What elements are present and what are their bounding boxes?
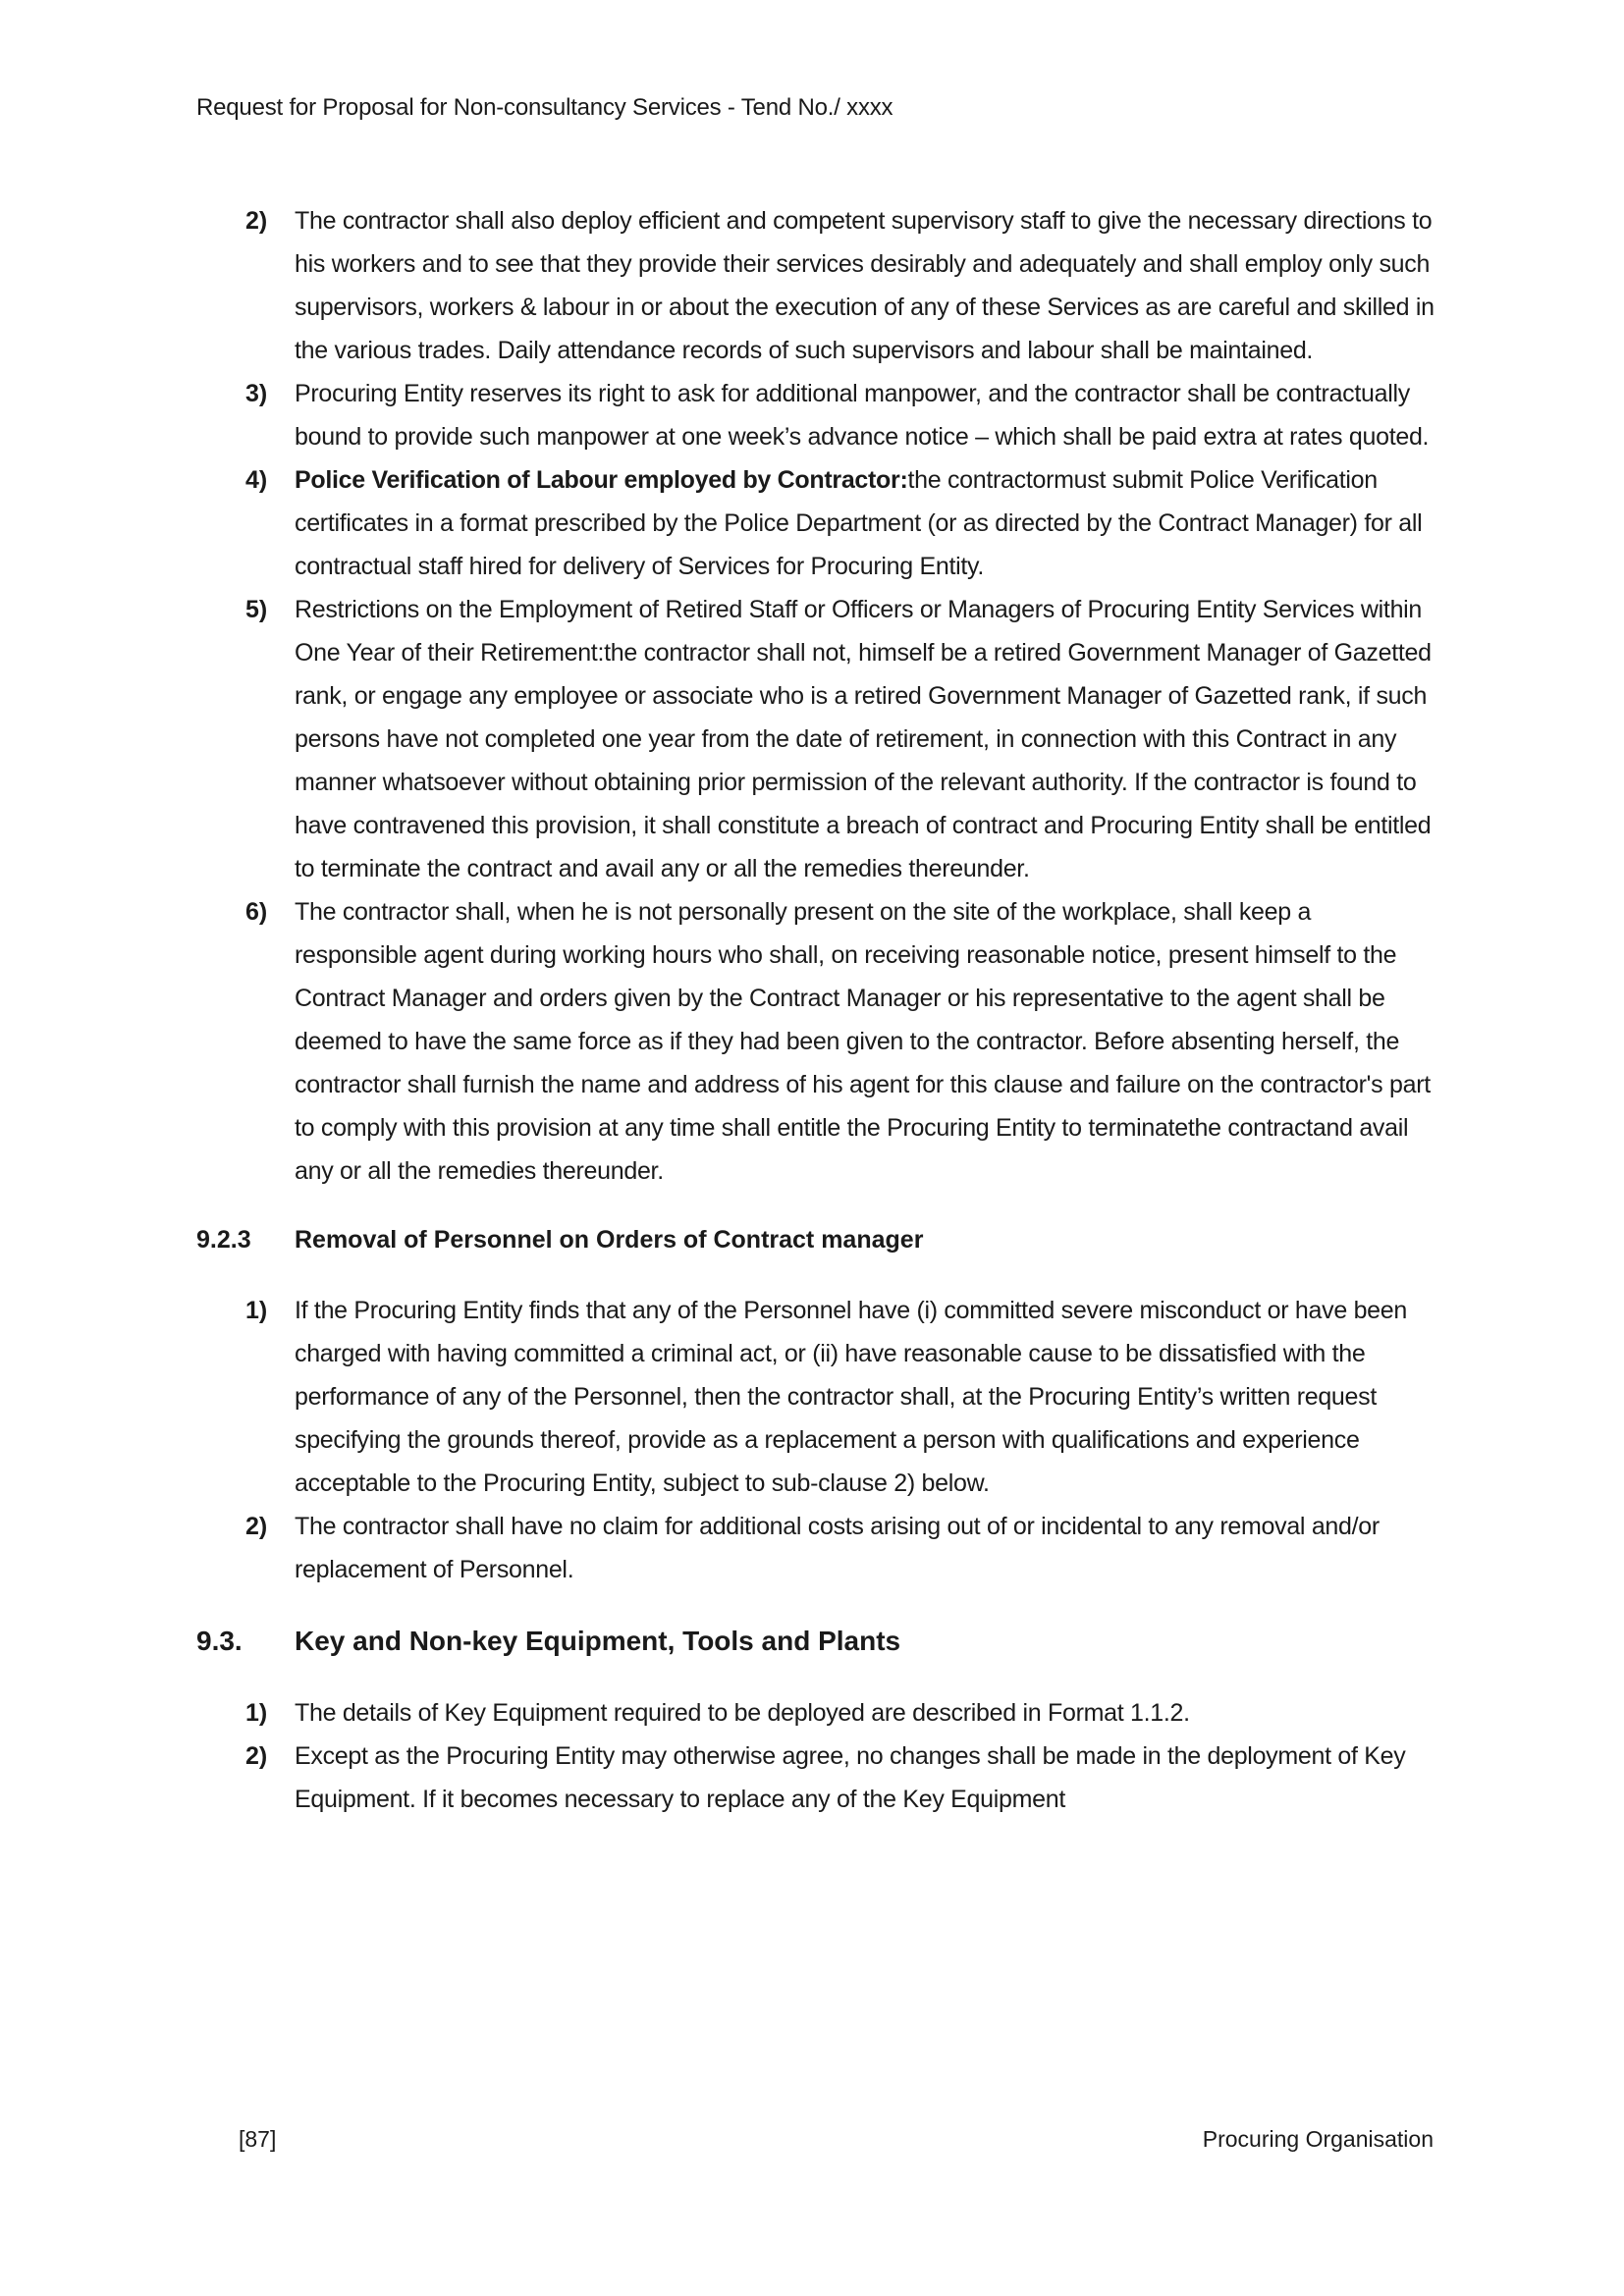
document-body bbox=[196, 199, 1435, 1821]
footer-organisation: Procuring Organisation bbox=[1202, 2126, 1434, 2152]
clause-number: 2) bbox=[245, 1742, 268, 1770]
section-heading-9-3 bbox=[196, 1617, 1435, 1666]
clause-body-text: The details of Key Equipment required to be deployed are described in Format 1.1.2. bbox=[295, 1699, 1190, 1727]
clause-number: 6) bbox=[245, 898, 268, 926]
clause-item-5 bbox=[196, 588, 1435, 890]
clause-text bbox=[295, 1735, 1435, 1821]
section-number: 9.3. bbox=[196, 1626, 243, 1656]
clause-text bbox=[295, 199, 1435, 372]
section-title: Removal of Personnel on Orders of Contract manager bbox=[295, 1226, 924, 1254]
clause-text bbox=[295, 588, 1435, 890]
clause-text bbox=[295, 372, 1435, 458]
clause-item-2 bbox=[196, 199, 1435, 372]
clause-text bbox=[295, 458, 1435, 588]
clause-body-text: The contractor shall also deploy efficient and competent supervisory staff to give the necessary directions to his workers and to see that they provide their services desirably and adequately and shall employ only such supervisors, workers & labour in or about the execution of any of these Services as are careful and skilled in the various trades. Daily attendance records of such supervisors and labour shall be maintained. bbox=[295, 207, 1435, 364]
section-number: 9.2.3 bbox=[196, 1226, 251, 1254]
clause-body-text: Restrictions on the Employment of Retired Staff or Officers or Managers of Procuring Entity Services within One Year of their Retirement:the contractor shall not, himself be a retired Government Manager of Gazetted rank, or engage any employee or associate who is a retired Government Manager of Gazetted rank, if such persons have not completed one year from the date of retirement, in connection with this Contract in any manner whatsoever without obtaining prior permission of the relevant authority. If the contractor is found to have contravened this provision, it shall constitute a breach of contract and Procuring Entity shall be entitled to terminate the contract and avail any or all the remedies thereunder. bbox=[295, 596, 1432, 882]
clause-item-6 bbox=[196, 890, 1435, 1193]
clause-body-text: The contractor shall, when he is not personally present on the site of the workplace, shall keep a responsible agent during working hours who shall, on receiving reasonable notice, present himself to the Contract Manager and orders given by the Contract Manager or his representative to the agent shall be deemed to have the same force as if they had been given to the contractor. Before absenting herself, the contractor shall furnish the name and address of his agent for this clause and failure on the contractor's part to comply with this provision at any time shall entitle the Procuring Entity to terminatethe contractand avail any or all the remedies thereunder. bbox=[295, 898, 1431, 1185]
section-heading-9-2-3 bbox=[196, 1218, 1435, 1261]
clause-number: 3) bbox=[245, 380, 268, 407]
clause-number: 5) bbox=[245, 596, 268, 623]
page-header: Request for Proposal for Non-consultancy Services - Tend No./ xxxx bbox=[196, 94, 893, 121]
clause-body-text: The contractor shall have no claim for additional costs arising out of or incidental to any removal and/or replacement of Personnel. bbox=[295, 1513, 1380, 1583]
clause-body-text: If the Procuring Entity finds that any of the Personnel have (i) committed severe misconduct or have been charged with having committed a criminal act, or (ii) have reasonable cause to be dissatisfied with the performance of any of the Personnel, then the contractor shall, at the Procuring Entity’s written request specifying the grounds thereof, provide as a replacement a person with qualifications and experience acceptable to the Procuring Entity, subject to sub-clause 2) below. bbox=[295, 1297, 1407, 1497]
clause-number: 2) bbox=[245, 1513, 268, 1540]
clause-body-text: the contractormust submit Police Verification certificates in a format prescribed by the Police Department (or as directed by the Contract Manager) for all contractual staff hired for delivery of Services for Procuring Entity. bbox=[295, 466, 1423, 580]
clause-number: 1) bbox=[245, 1297, 268, 1324]
clause-text bbox=[295, 1289, 1435, 1505]
clause-item-4 bbox=[196, 458, 1435, 588]
clause-lead: Police Verification of Labour employed by Contractor: bbox=[295, 466, 908, 494]
clause-item-3 bbox=[196, 372, 1435, 458]
clause-body-text: Except as the Procuring Entity may otherwise agree, no changes shall be made in the deployment of Key Equipment. If it becomes necessary to replace any of the Key Equipment bbox=[295, 1742, 1406, 1813]
clause-text bbox=[295, 890, 1435, 1193]
clause-item-923-2 bbox=[196, 1505, 1435, 1591]
clause-number: 4) bbox=[245, 466, 268, 494]
clause-item-93-2 bbox=[196, 1735, 1435, 1821]
clause-text bbox=[295, 1505, 1435, 1591]
clause-number: 2) bbox=[245, 207, 268, 235]
clause-item-923-1 bbox=[196, 1289, 1435, 1505]
section-title: Key and Non-key Equipment, Tools and Plants bbox=[295, 1626, 901, 1656]
clause-body-text: Procuring Entity reserves its right to ask for additional manpower, and the contractor shall be contractually bound to provide such manpower at one week’s advance notice – which shall be paid extra at rates quoted. bbox=[295, 380, 1430, 451]
clause-number: 1) bbox=[245, 1699, 268, 1727]
clause-text bbox=[295, 1691, 1435, 1735]
clause-item-93-1 bbox=[196, 1691, 1435, 1735]
footer-page-number: [87] bbox=[239, 2126, 277, 2152]
